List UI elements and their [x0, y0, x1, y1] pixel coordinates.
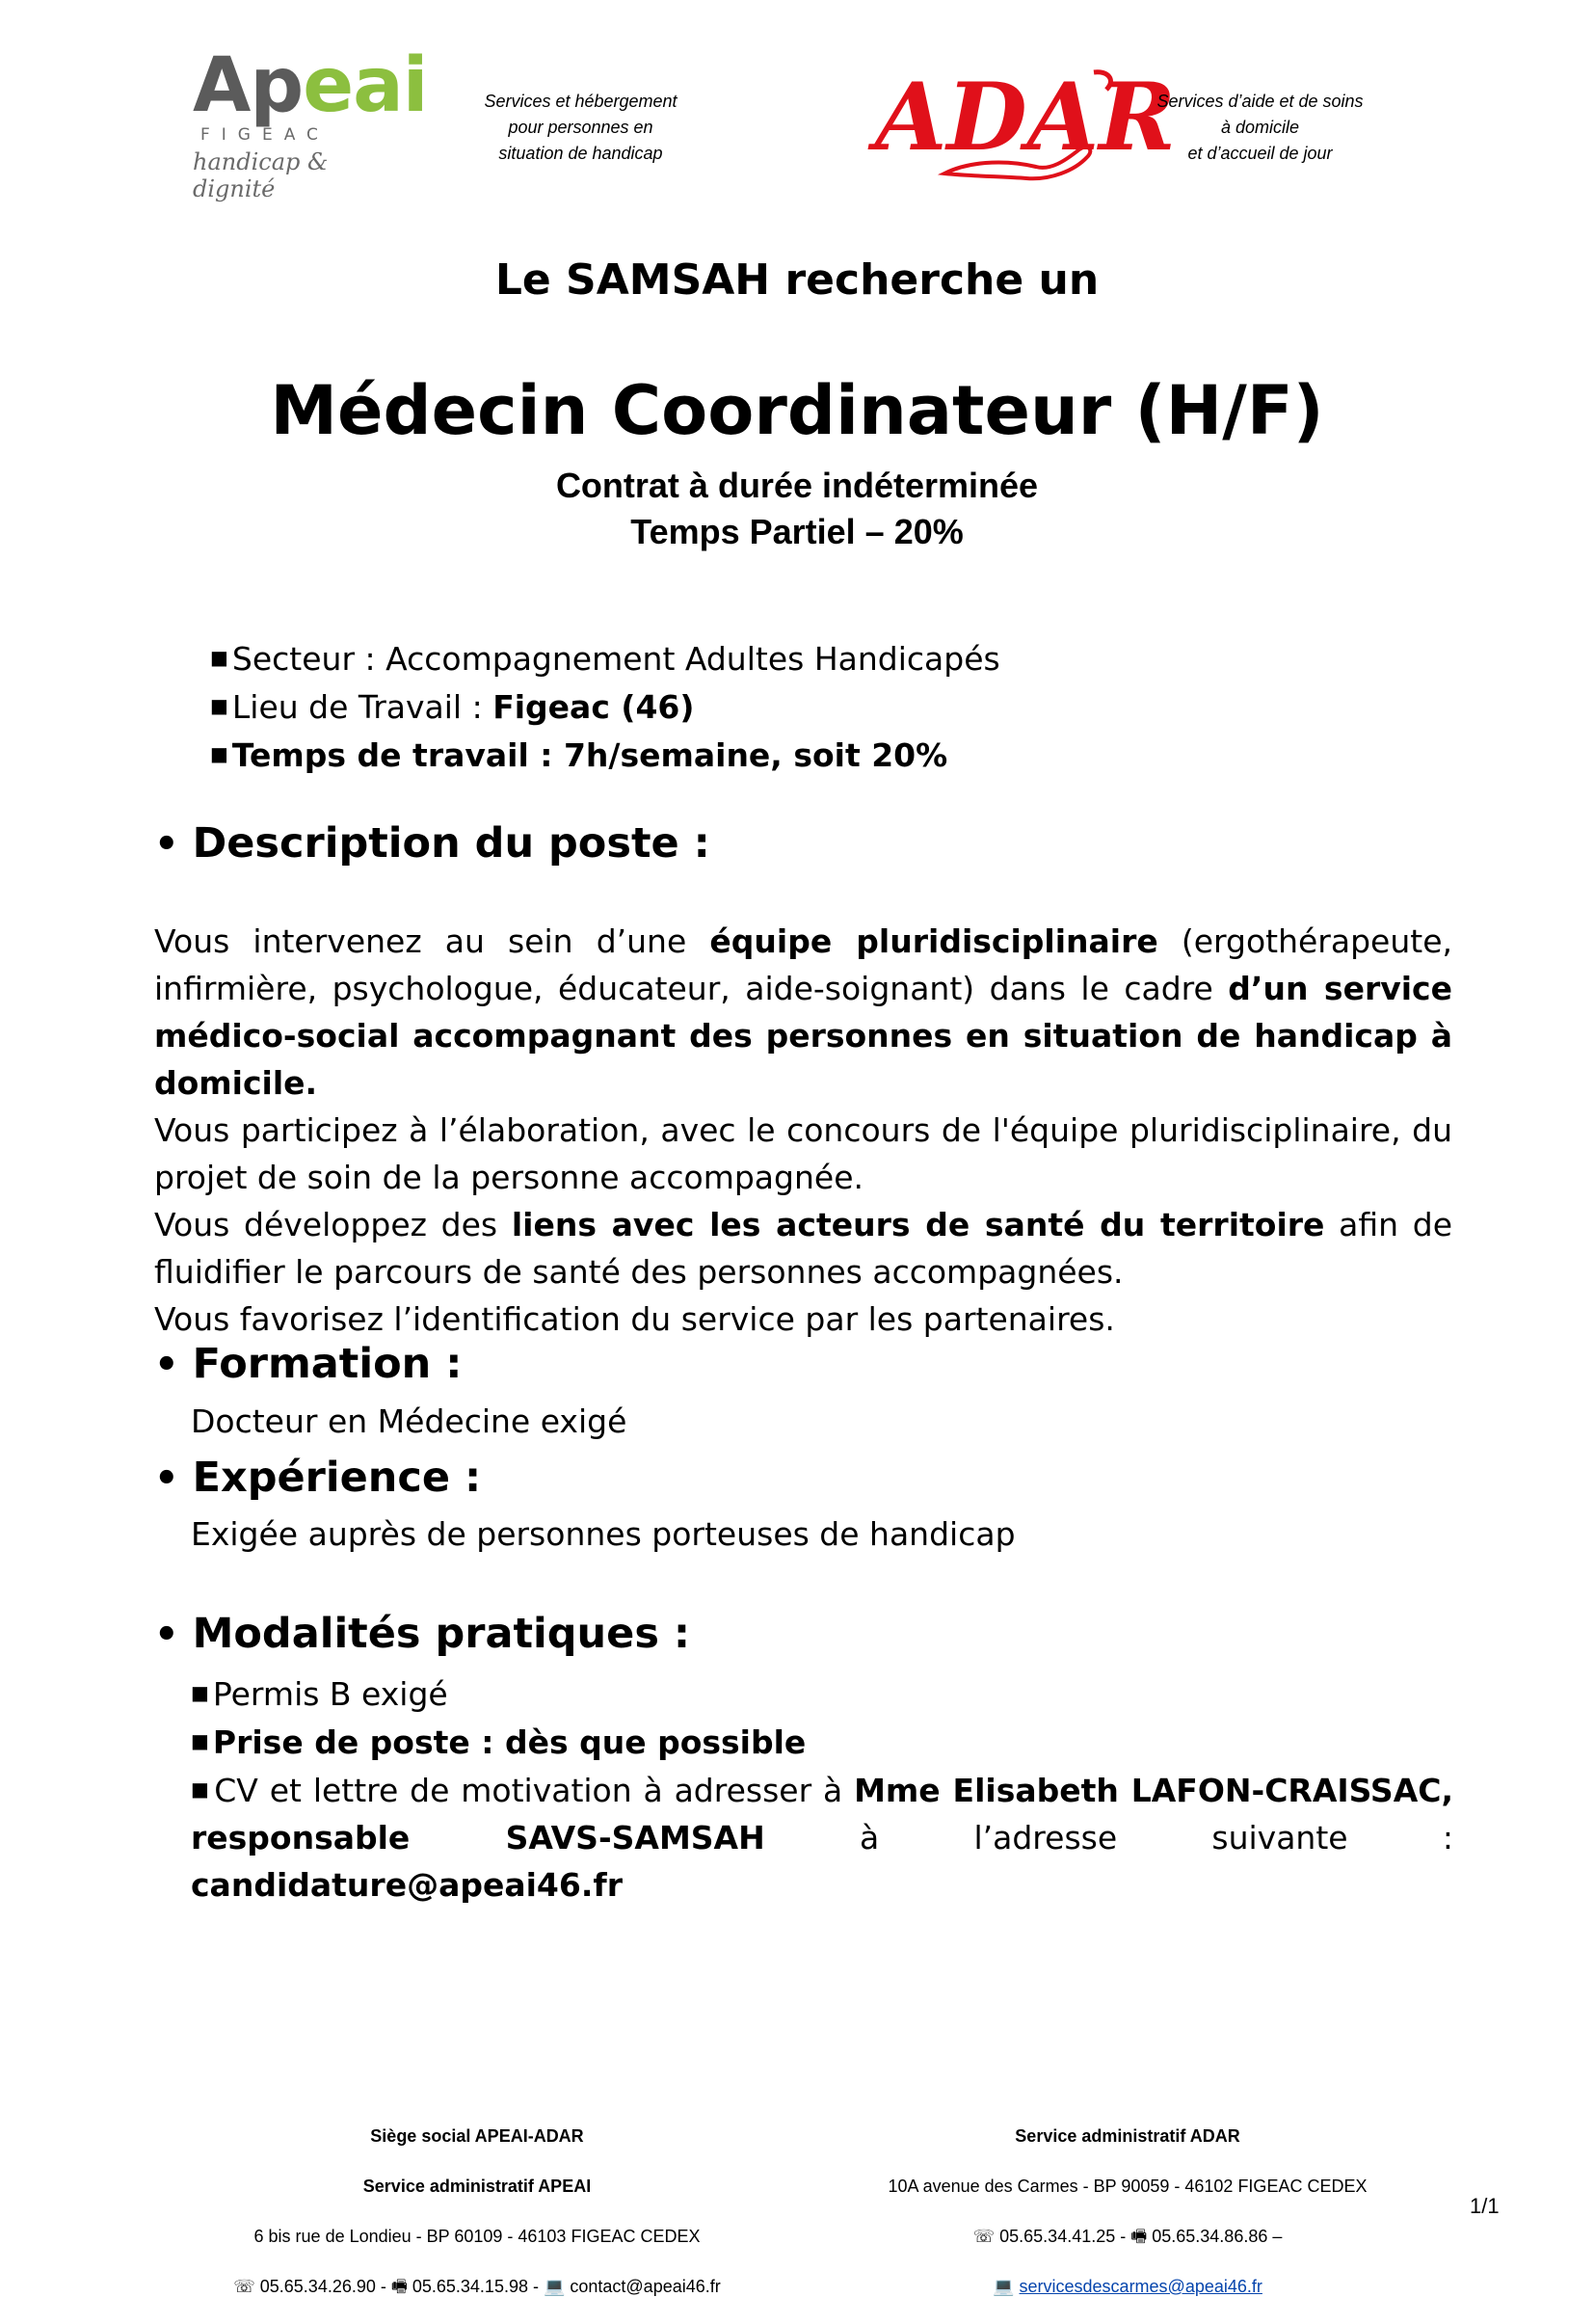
fact-hours: ■ Temps de travail : 7h/semaine, soit 20%: [210, 736, 948, 774]
square-bullet-icon: ■: [191, 1729, 209, 1752]
modalites-list: [191, 1670, 1453, 1909]
description-paragraph: Vous développez des liens avec les acteurs de santé du territoire afin de fluidifier le parcours de santé des personnes accompagnées.: [154, 1206, 1453, 1291]
square-bullet-icon: ■: [210, 646, 228, 669]
description-paragraph: Vous favorisez l’identification du service par les partenaires.: [154, 1300, 1115, 1338]
formation-text: Docteur en Médecine exigé: [191, 1402, 627, 1440]
apeai-logo-city: FIGEAC: [200, 125, 330, 145]
footer-email-link[interactable]: servicesdescarmes@apeai46.fr: [1019, 2277, 1262, 2296]
modalite-cv: ■ CV et lettre de motivation à adresser à Mme Elisabeth LAFON-CRAISSAC, responsable SAVS-SAMSAH à l’adresse suivante : candidature@apeai46.fr: [191, 1772, 1453, 1904]
description-heading: • Description du poste :: [154, 819, 710, 868]
lead-title: Le SAMSAH recherche un: [494, 255, 1100, 305]
contract-info: [0, 463, 1594, 555]
experience-text: Exigée auprès de personnes porteuses de handicap: [191, 1515, 1016, 1553]
square-bullet-icon: ■: [210, 694, 228, 717]
bullet-icon: •: [154, 1343, 179, 1387]
experience-heading: • Expérience :: [154, 1454, 482, 1502]
bullet-icon: •: [154, 1613, 179, 1657]
footer-right-email-line: [838, 2274, 1417, 2299]
bullet-icon: •: [154, 1456, 179, 1501]
footer-right: [838, 2098, 1417, 2324]
description-paragraph: Vous participez à l’élaboration, avec le concours de l'équipe pluridisciplinaire, du projet de soin de la personne accompagnée.: [154, 1111, 1452, 1196]
job-facts: [210, 634, 1000, 779]
footer-left-subtitle: Service administratif APEAI: [362, 2177, 592, 2196]
apeai-logo-wordmark: Apeai: [193, 42, 428, 129]
adar-services-note: Services d’aide et de soins à domicile et d’accueil de jour: [1156, 92, 1364, 163]
adar-logo-wordmark: ADAR: [875, 63, 1176, 172]
footer-right-phones: ☏ 05.65.34.41.25 - 🖷 05.65.34.86.86 –: [972, 2227, 1283, 2246]
fact-sector: ■ Secteur : Accompagnement Adultes Handicapés: [210, 640, 1000, 678]
contract-type: Contrat à durée indéterminée: [555, 466, 1039, 505]
square-bullet-icon: ■: [191, 1777, 211, 1801]
apeai-services-note: Services et hébergement pour personnes en situation de handicap: [484, 92, 677, 163]
computer-icon: 💻: [993, 2277, 1020, 2296]
footer-right-title: Service administratif ADAR: [1015, 2126, 1240, 2146]
job-title: Médecin Coordinateur (H/F): [270, 371, 1324, 450]
square-bullet-icon: ■: [210, 742, 228, 765]
adar-logo: [867, 53, 1176, 188]
fact-place: ■ Lieu de Travail : Figeac (46): [210, 688, 695, 726]
modalite-prise: ■ Prise de poste : dès que possible: [191, 1723, 807, 1761]
candidature-email[interactable]: candidature@apeai46.fr: [191, 1866, 624, 1904]
modalite-permis: ■ Permis B exigé: [191, 1675, 448, 1713]
description-body: [154, 918, 1452, 1343]
apeai-logo: [193, 42, 428, 212]
formation-heading: • Formation :: [154, 1340, 463, 1388]
description-paragraph: Vous intervenez au sein d’une équipe pluridisciplinaire (ergothérapeute, infirmière, psychologue, éducateur, aide-soignant) dans le cadre d’un service médico-social accompagnant des personnes en situation de handicap à domicile.: [154, 922, 1452, 1102]
apeai-logo-tagline: handicap & dignité: [193, 148, 329, 202]
page-number: 1/1: [1470, 2194, 1500, 2218]
footer-left-contacts: ☏ 05.65.34.26.90 - 🖷 05.65.34.15.98 - 💻 contact@apeai46.fr: [233, 2277, 721, 2296]
contract-time: Temps Partiel – 20%: [630, 512, 964, 551]
footer-right-address: 10A avenue des Carmes - BP 90059 - 46102 FIGEAC CEDEX: [888, 2177, 1368, 2196]
modalites-heading: • Modalités pratiques :: [154, 1610, 691, 1658]
bullet-icon: •: [154, 822, 179, 867]
footer-left: [183, 2098, 771, 2324]
square-bullet-icon: ■: [191, 1681, 209, 1704]
footer-left-address: 6 bis rue de Londieu - BP 60109 - 46103 FIGEAC CEDEX: [253, 2227, 701, 2246]
footer-left-title: Siège social APEAI-ADAR: [370, 2126, 584, 2146]
